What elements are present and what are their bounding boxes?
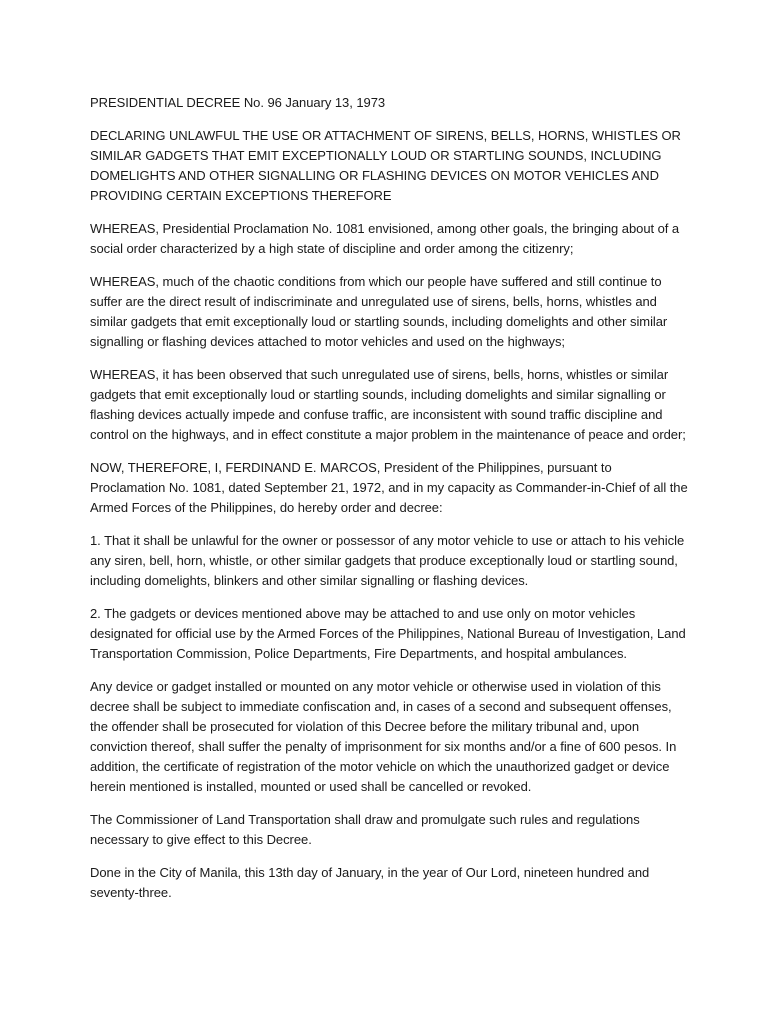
decree-item-2: 2. The gadgets or devices mentioned above may be attached to and use only on motor vehicles designated for official use by the Armed Forces of the Philippines, National Bureau of Investigation, Land Transportation Commission, Police Departments, Fire Departments, and hospital ambulances.: [90, 606, 686, 661]
decree-title: DECLARING UNLAWFUL THE USE OR ATTACHMENT OF SIRENS, BELLS, HORNS, WHISTLES OR SIMILAR GADGETS THAT EMIT EXCEPTIONALLY LOUD OR STARTLING SOUNDS, INCLUDING DOMELIGHTS AND OTHER SIGNALLING OR FLASHING DEVICES ON MOTOR VEHICLES AND PROVIDING CERTAIN EXCEPTIONS THEREFORE: [90, 128, 681, 203]
decree-statement: NOW, THEREFORE, I, FERDINAND E. MARCOS, President of the Philippines, pursuant to Proclamation No. 1081, dated September 21, 1972, and in my capacity as Commander-in-Chief of all the Armed Forces of the Philippines, do hereby order and decree:: [90, 460, 688, 515]
whereas-clause-3: WHEREAS, it has been observed that such unregulated use of sirens, bells, horns, whistles or similar gadgets that emit exceptionally loud or startling sounds, including domelights and similar signalling or flashing devices actually impede and confuse traffic, are inconsistent with sound traffic discipline and control on the highways, and in effect constitute a major problem in the maintenance of peace and order;: [90, 367, 686, 442]
penalty-paragraph: Any device or gadget installed or mounted on any motor vehicle or otherwise used in violation of this decree shall be subject to immediate confiscation and, in cases of a second and subsequent offenses, the offender shall be prosecuted for violation of this Decree before the military tribunal and, upon conviction thereof, shall suffer the penalty of imprisonment for six months and/or a fine of 600 pesos. In addition, the certificate of registration of the motor vehicle on which the unauthorized gadget or device herein mentioned is installed, mounted or used shall be cancelled or revoked.: [90, 679, 677, 794]
whereas-clause-2: WHEREAS, much of the chaotic conditions from which our people have suffered and still continue to suffer are the direct result of indiscriminate and unregulated use of sirens, bells, horns, whistles and similar gadgets that emit exceptionally loud or startling sounds, including domelights and other similar signalling or flashing devices attached to motor vehicles and used on the highways;: [90, 274, 668, 349]
done-in-manila-paragraph: Done in the City of Manila, this 13th day of January, in the year of Our Lord, nineteen hundred and seventy-three.: [90, 865, 650, 900]
decree-item-1: 1. That it shall be unlawful for the owner or possessor of any motor vehicle to use or attach to his vehicle any siren, bell, horn, whistle, or other similar gadgets that produce exceptionally loud or startling sound, including domelights, blinkers and other similar signalling or flashing devices.: [90, 533, 685, 588]
whereas-clause-1: WHEREAS, Presidential Proclamation No. 1081 envisioned, among other goals, the bringing about of a social order characterized by a high state of discipline and order among the citizenry;: [90, 221, 680, 256]
document-page: [90, 93, 690, 916]
implementing-rules-paragraph: The Commissioner of Land Transportation shall draw and promulgate such rules and regulations necessary to give effect to this Decree.: [90, 812, 640, 847]
decree-header: PRESIDENTIAL DECREE No. 96 January 13, 1973: [90, 95, 386, 110]
